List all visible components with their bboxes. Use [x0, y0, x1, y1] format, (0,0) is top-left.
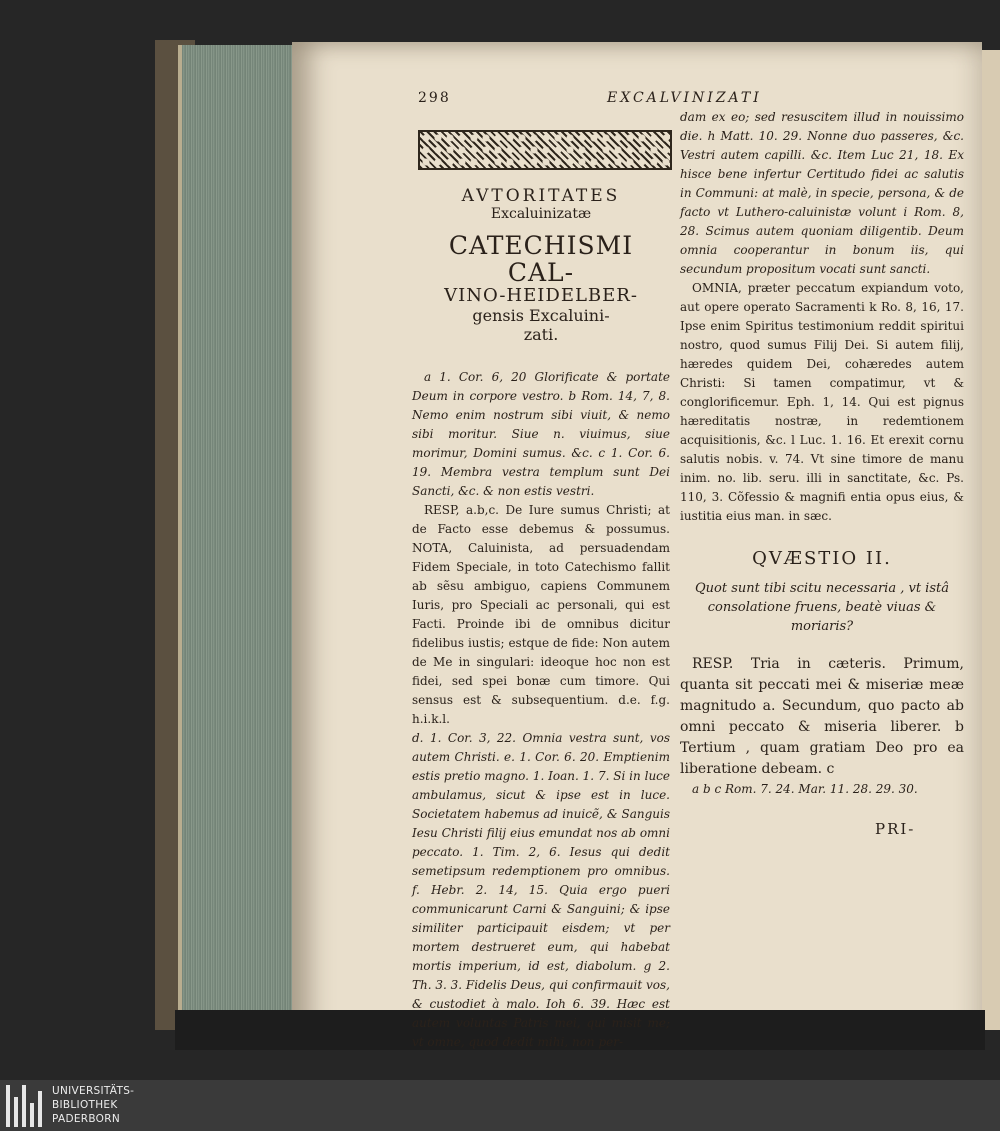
logo-line-1: UNIVERSITÄTS-: [52, 1085, 135, 1097]
catchword: PRI-: [875, 820, 916, 838]
page-number: 298: [418, 90, 451, 106]
library-footer: [0, 1080, 1000, 1131]
heading-auctoritates: AVTORITATES: [461, 186, 621, 206]
continued-paragraph: dam ex eo; sed resuscitem illud in nouissimo die. h Matt. 10. 29. Nonne duo passeres, &c. Vestri autem capilli. &c. Item Luc 21, 18. Ex hisce bene infertur Certitudo fidei ac salutis in Communi: at malè, in specie, persona, & de facto vt Luthero-caluinistæ volunt i Rom. 8, 28. Scimus autem quoniam diligentib. Deum omnia cooperantur in bonum iis, qui secundum propositum vocati sunt sancti.: [680, 110, 964, 276]
note-d-scripture: d. 1. Cor. 3, 22. Omnia vestra sunt, vos autem Christi. e. 1. Cor. 6. 20. Emptienim estis pretio magno. 1. Ioan. 1. 7. Si in luce ambulamus, sicut & ipse est in luce. Societatem habemus ad inuicẽ, & Sanguis Iesu Christi filij eius emundat nos ab omni peccato. 1. Tim. 2, 6. Iesus qui dedit semetipsum redemptionem pro omnibus. f. Hebr. 2. 14, 15. Quia ergo pueri communicarunt Carni & Sanguini; & ipse similiter participauit eisdem; vt per mortem destrueret eum, qui habebat mortis imperium, id est, diabolum. g 2. Th. 3. 3. Fidelis Deus, qui confirmauit vos, & custodiet à malo. Ioh 6. 39. Hæc est autem voluntas Patris mei, qui misit me; vt omne, quod dedit mihi, non per-: [412, 731, 670, 1049]
decorative-headpiece: [418, 130, 672, 170]
question-heading: QVÆSTIO II.: [752, 548, 892, 569]
omnia-paragraph: OMNIA, præter peccatum expiandum voto, aut opere operato Sacramenti k Ro. 8, 16, 17. Ipse enim Spiritus testimonium reddit spiritui nostro, quod sumus Filij Dei. Si autem filij, hæredes quidem Dei, cohæredes autem Christi: Si tamen compatimur, vt & conglorificemur. Eph. 1, 14. Qui est pignus hæreditatis nostræ, in redemtionem acquisitionis, &c. l Luc. 1. 16. Et erexit cornu salutis nobis. v. 74. Vt sine timore de manu inim. no. lib. seru. illi in sanctitate, &c. Ps. 110, 3. Cõfessio & magnifi entia opus eius, & iustitia eius man. in sæc.: [680, 281, 964, 523]
answer-paragraph: RESP. Tria in cæteris. Primum, quanta sit peccati mei & miseriæ meæ magnitudo a. Secundum, quo pacto ab omni peccato & miseria liberer. b Tertium , quam gratiam Deo pro ea liberatione debeam. c: [680, 656, 964, 777]
heading-zati: zati.: [523, 325, 559, 344]
running-title: EXCALVINIZATI: [607, 90, 762, 106]
heading-heidelberg: VINO-HEIDELBER-: [444, 285, 638, 306]
heading-catechismi: CATECHISMI CAL-: [448, 231, 634, 287]
right-text-column: [680, 108, 964, 799]
resp-paragraph: RESP, a.b,c. De Iure sumus Christi; at de Facto esse debemus & possumus. NOTA, Caluinista, ad persuadendam Fidem Speciale, in toto Catechismo fallit ab sẽsu ambiguo, capiens Communem Iuris, pro Speciali ac personali, qui est Facti. Proinde ibi de omnibus dicitur fidelibus iustis; estque de fide: Non autem de Me in singulari: ideoque hoc non est fidei, sed spei bonæ cum timore. Qui sensus est & subsequentium. d.e. f.g. h.i.k.l.: [412, 503, 670, 726]
left-text-column: [412, 180, 670, 1052]
page-edges: [178, 45, 302, 1015]
answer-reference: a b c Rom. 7. 24. Mar. 11. 28. 29. 30.: [692, 782, 918, 796]
note-a-scripture: a 1. Cor. 6, 20 Glorificate & portate Deum in corpore vestro. b Rom. 14, 7, 8. Nemo enim nostrum sibi viuit, & nemo sibi moritur. Siue n. viuimus, siue morimur, Domini sumus. &c. c 1. Cor. 6. 19. Membra vestra templum sunt Dei Sancti, &c. & non estis vestri.: [412, 370, 670, 498]
heading-excaluinizatae: Excaluinizatæ: [490, 206, 592, 222]
logo-line-2: BIBLIOTHEK: [52, 1099, 118, 1111]
question-text: Quot sunt tibi scitu necessaria , vt istâ consolatione fruens, beatè viuas & moriaris?: [695, 581, 949, 634]
logo-line-3: PADERBORN: [52, 1113, 120, 1125]
library-logo-text: [52, 1084, 134, 1126]
library-logo-icon: [6, 1085, 46, 1127]
heading-gensis: gensis Excaluini-: [472, 306, 610, 325]
